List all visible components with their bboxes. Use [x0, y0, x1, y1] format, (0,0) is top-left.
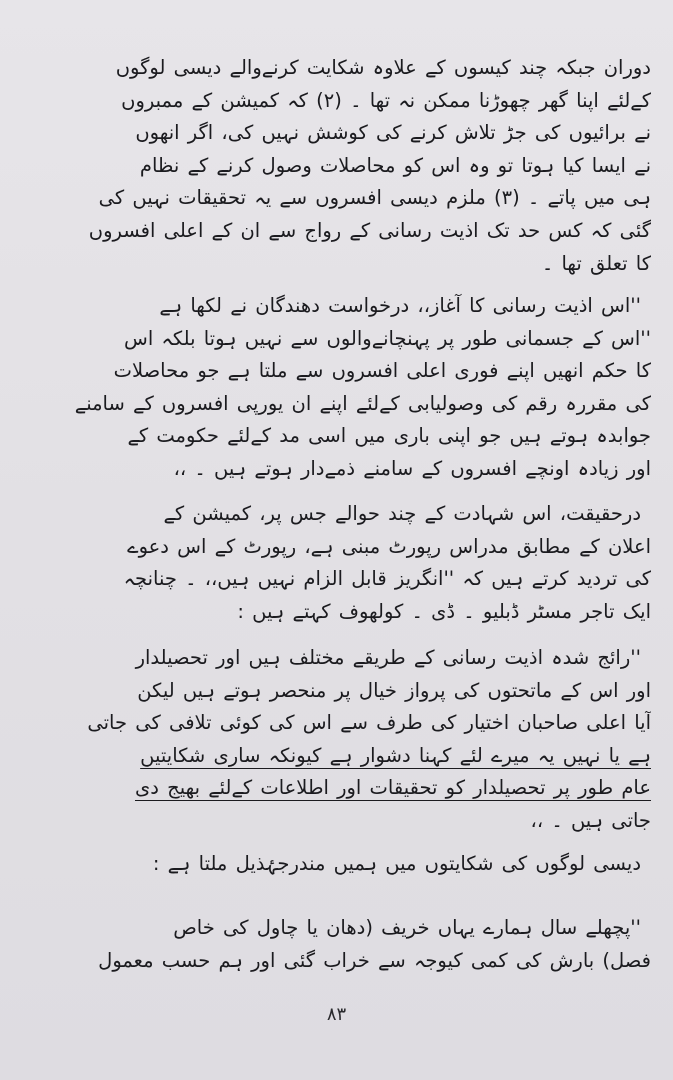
text-line-underlined: عام طور پر تحصیلدار کو تحقیقات اور اطلاعات کےلئے بھیج دی: [134, 776, 651, 800]
text-line: ''اس اذیت رسانی کا آغاز،، درخواست دھندگان نے لکھا ہے: [159, 294, 641, 317]
text-line: نے برائیوں کی جڑ تلاش کرنے کی کوشش نہیں کی، اگر انھوں: [135, 121, 651, 145]
text-line: دوران جبکہ چند کیسوں کے علاوہ شکایت کرنےوالے دیسی لوگوں: [115, 56, 651, 79]
text-line: کےلئے اپنا گھر چھوڑنا ممکن نہ تھا ۔ (۲) کہ کمیشن کے ممبروں: [121, 88, 651, 112]
text-line: نے ایسا کیا ہوتا تو وہ اس کو محاصلات وصول کرنے کے نظام: [139, 153, 651, 177]
text-line: اور زیادہ اونچے افسروں کے سامنے ذمےدار ہوتے ہیں ۔ ،،: [173, 456, 651, 480]
text-line: جوابدہ ہوتے ہیں جو اپنی باری میں اسی مد کےلئے حکومت کے: [127, 424, 651, 448]
text-line: آیا اعلی صاحبان اختیار کی طرف سے اس کی کوئی تلافی کی جاتی: [87, 711, 651, 735]
text-line: کی مقررہ رقم کی وصولیابی کےلئے اپنے ان یورپی افسروں کے سامنے: [74, 391, 651, 415]
text-line: ''اس کے جسمانی طور پر پہنچانےوالوں سے نہیں ہوتا بلکہ اس: [124, 326, 651, 350]
text-line: ایک تاجر مسٹر ڈبلیو ۔ ڈی ۔ کولھوف کہتے ہیں :: [237, 599, 651, 623]
text-line-underlined: ہے یا نہیں یہ میرے لئے کہنا دشوار ہے کیونکہ ساری شکایتیں: [140, 743, 651, 767]
text-line: کا حکم انھیں اپنے فوری اعلی افسروں سے ملتا ہے جو محاصلات: [113, 359, 651, 383]
paragraph-commission-critique: [22, 52, 651, 280]
text-line: ''پچھلے سال ہمارے یہاں خریف (دھان یا چاول کی خاص: [173, 916, 641, 939]
text-line: درحقیقت، اس شہادت کے چند حوالے جس پر، کمیشن کے: [163, 502, 641, 525]
text-line: جاتی ہیں ۔ ،،: [530, 808, 651, 832]
paragraph-evidence: [22, 498, 651, 628]
text-line: دیسی لوگوں کی شکایتوں میں ہمیں مندرجۂذیل ملتا ہے :: [152, 852, 641, 875]
text-line: اعلان کے مطابق مدراس رپورٹ مبنی ہے، رپورٹ کے اس دعوے: [127, 534, 651, 558]
text-line: کا تعلق تھا ۔: [541, 251, 651, 275]
paragraph-kharif-quote: [22, 912, 651, 977]
paragraph-kolhoff-quote: [22, 642, 651, 838]
text-line: اور اس کے ماتحتوں کی پرواز خیال پر منحصر ہوتے ہیں لیکن: [137, 678, 651, 702]
paragraph-petitioners-quote: [22, 290, 651, 486]
text-line: فصل) بارش کی کمی کیوجہ سے خراب گئی اور ہم حسب معمول: [98, 948, 651, 972]
text-line: ''رائج شدہ اذیت رسانی کے طریقے مختلف ہیں اور تحصیلدار: [135, 646, 641, 669]
text-line: گئی کہ کس حد تک اذیت رسانی کے رواج سے ان کے اعلی افسروں: [88, 218, 651, 242]
paragraph-complaints-intro: [22, 848, 651, 881]
text-line: کی تردید کرتے ہیں کہ ''انگریز قابل الزام نہیں ہیں،، ۔ چنانچہ: [123, 567, 651, 591]
page-number: ۸۳: [326, 1004, 347, 1025]
text-line: ہی میں پاتے ۔ (۳) ملزم دیسی افسروں سے یہ تحقیقات نہیں کی: [98, 186, 651, 210]
